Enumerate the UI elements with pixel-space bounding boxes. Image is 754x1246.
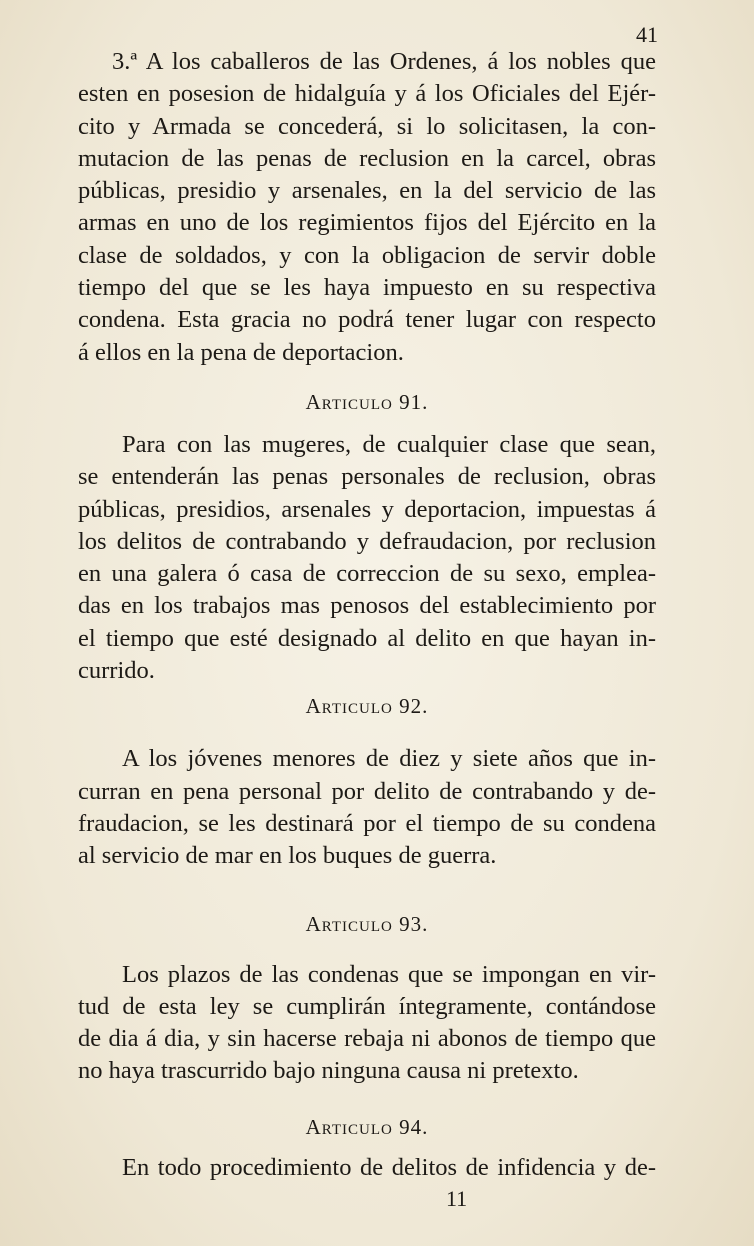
text-line: das en los trabajos mas penosos del establecimiento por — [78, 592, 656, 620]
text-line: se entenderán las penas personales de reclusion, obras — [78, 463, 656, 491]
text-line: el tiempo que esté designado al delito en que hayan in- — [78, 624, 656, 652]
text-line: armas en uno de los regimientos fijos del Ejército en la — [78, 209, 656, 237]
paragraph-94 — [78, 1152, 656, 1184]
signature-mark: 11 — [446, 1186, 468, 1211]
text-line: los delitos de contrabando y defraudacion, por reclusion — [78, 527, 656, 555]
text-line: á ellos en la pena de deportacion. — [78, 338, 404, 366]
text-line: esten en posesion de hidalguía y á los Oficiales del Ejér- — [78, 80, 656, 108]
paragraph-91 — [78, 429, 656, 687]
text-line: de dia á dia, y sin hacerse rebaja ni abonos de tiempo que — [78, 1025, 656, 1053]
paragraph-93 — [78, 959, 656, 1088]
article-heading-92: Articulo 92. — [305, 694, 429, 719]
article-heading-93: Articulo 93. — [305, 911, 429, 936]
text-line: mutacion de las penas de reclusion en la carcel, obras — [78, 144, 656, 172]
text-line: Los plazos de las condenas que se impongan en vir- — [122, 960, 656, 988]
paragraph-3a — [78, 46, 656, 369]
article-heading-94: Articulo 94. — [305, 1114, 429, 1139]
text-line: condena. Esta gracia no podrá tener lugar con respecto — [78, 306, 656, 334]
text-line: no haya trascurrido bajo ninguna causa ni pretexto. — [78, 1057, 579, 1085]
article-heading-91: Articulo 91. — [305, 389, 429, 414]
text-line: 3.ª A los caballeros de las Ordenes, á los nobles que — [112, 48, 656, 75]
text-line: clase de soldados, y con la obligacion de servir doble — [78, 241, 656, 269]
page-number: 41 — [636, 22, 658, 47]
text-line: En todo procedimiento de delitos de infidencia y de- — [122, 1153, 656, 1181]
paragraph-92 — [78, 743, 656, 872]
text-line: al servicio de mar en los buques de guerra. — [78, 842, 497, 870]
text-line: cito y Armada se concederá, si lo solicitasen, la con- — [78, 112, 656, 140]
text-line: tud de esta ley se cumplirán íntegramente, contándose — [78, 992, 656, 1020]
text-line: currido. — [78, 657, 155, 685]
text-line: curran en pena personal por delito de contrabando y de- — [78, 777, 656, 805]
text-line: A los jóvenes menores de diez y siete años que in- — [122, 745, 656, 773]
text-line: fraudacion, se les destinará por el tiempo de su condena — [78, 809, 656, 837]
text-line: públicas, presidios, arsenales y deportacion, impuestas á — [78, 495, 656, 523]
text-line: públicas, presidio y arsenales, en la del servicio de las — [78, 177, 656, 205]
text-line: en una galera ó casa de correccion de su sexo, emplea- — [78, 560, 656, 588]
text-line: Para con las mugeres, de cualquier clase que sean, — [122, 430, 656, 458]
text-line: tiempo del que se les haya impuesto en su respectiva — [78, 274, 656, 302]
page-body — [78, 46, 656, 1184]
